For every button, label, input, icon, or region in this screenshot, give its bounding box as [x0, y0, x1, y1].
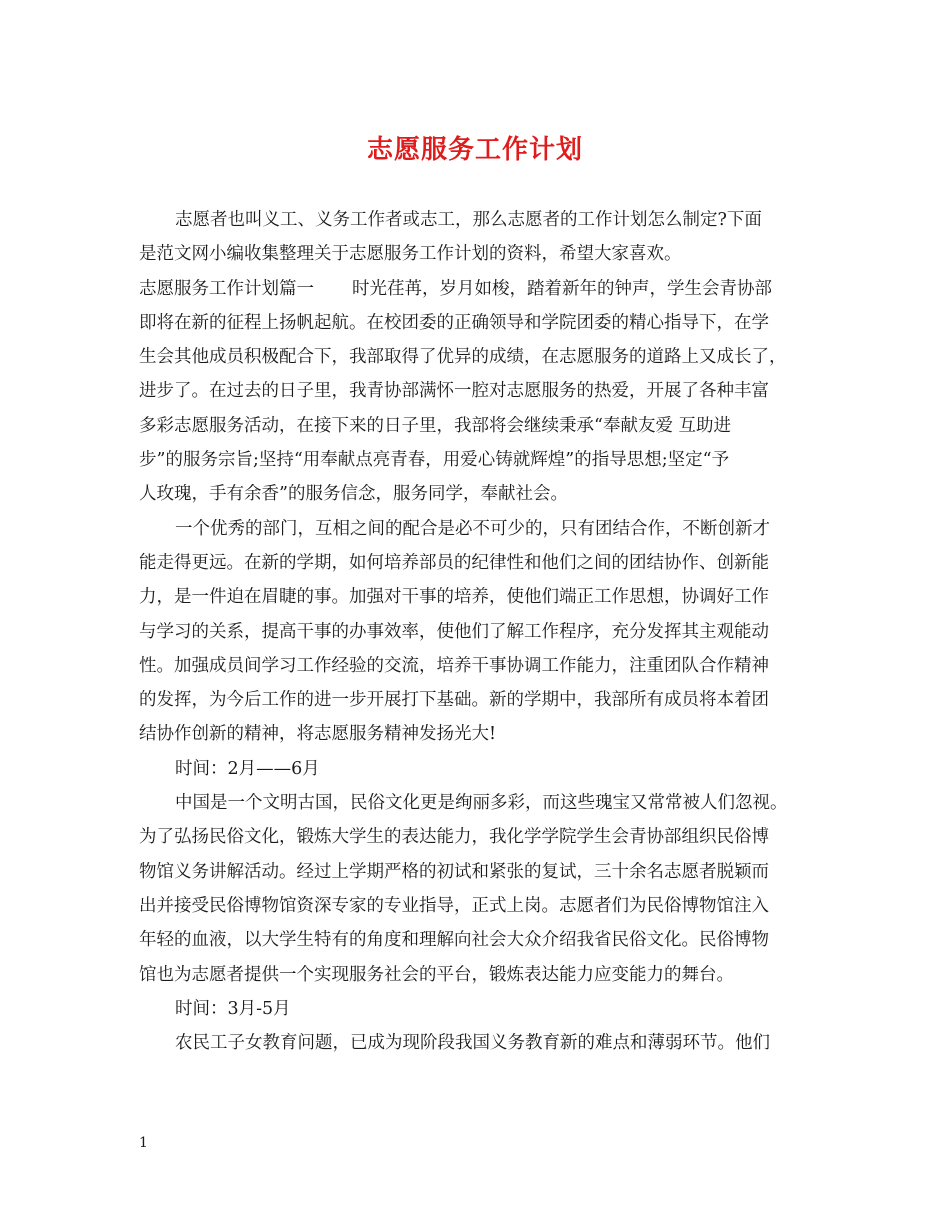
body-line: 人玫瑰，手有余香”的服务信念，服务同学，奉献社会。	[139, 484, 568, 505]
body-line: 生会其他成员积极配合下，我部取得了优异的成绩，在志愿服务的道路上又成长了，	[139, 347, 787, 368]
body-line: 即将在新的征程上扬帆起航。在校团委的正确领导和学院团委的精心指导下，在学	[139, 312, 769, 333]
section-text: 时光荏苒，岁月如梭，踏着新年的钟声，学生会青协部	[352, 278, 772, 299]
page-number: 1	[139, 1135, 148, 1151]
body-line: 能走得更远。在新的学期，如何培养部员的纪律性和他们之间的团结协作、创新能	[139, 552, 769, 573]
body-line: 馆也为志愿者提供一个实现服务社会的平台，锻炼表达能力应变能力的舞台。	[139, 964, 734, 985]
body-line: 物馆义务讲解活动。经过上学期严格的初试和紧张的复试，三十余名志愿者脱颖而	[139, 861, 769, 882]
document-body	[139, 203, 814, 1060]
section-line	[139, 272, 814, 306]
body-line: 是范文网小编收集整理关于志愿服务工作计划的资料，希望大家喜欢。	[139, 244, 682, 265]
body-line: 与学习的关系，提高干事的办事效率，使他们了解工作程序，充分发挥其主观能动	[139, 621, 769, 642]
body-line: 步”的服务宗旨;坚持“用奉献点亮青春，用爱心铸就辉煌”的指导思想;坚定“予	[139, 450, 730, 471]
body-line: 多彩志愿服务活动，在接下来的日子里，我部将会继续秉承“奉献友爱 互助进	[139, 415, 732, 436]
body-line: 时间：3月-5月	[175, 998, 291, 1019]
body-line: 力，是一件迫在眉睫的事。加强对干事的培养，使他们端正工作思想，协调好工作	[139, 587, 769, 608]
body-line: 结协作创新的精神，将志愿服务精神发扬光大!	[139, 724, 497, 745]
body-line: 中国是一个文明古国，民俗文化更是绚丽多彩，而这些瑰宝又常常被人们忽视。	[175, 793, 788, 814]
body-line: 农民工子女教育问题，已成为现阶段我国义务教育新的难点和薄弱环节。他们	[175, 1033, 770, 1054]
body-line: 一个优秀的部门，互相之间的配合是必不可少的，只有团结合作，不断创新才	[175, 518, 770, 539]
body-line: 时间：2月——6月	[175, 758, 320, 779]
body-line: 为了弘扬民俗文化，锻炼大学生的表达能力，我化学学院学生会青协部组织民俗博	[139, 827, 769, 848]
section-label: 志愿服务工作计划篇一	[139, 278, 314, 299]
body-line: 的发挥，为今后工作的进一步开展打下基础。新的学期中，我部所有成员将本着团	[139, 690, 769, 711]
body-line: 出并接受民俗博物馆资深专家的专业指导，正式上岗。志愿者们为民俗博物馆注入	[139, 895, 769, 916]
body-line: 志愿者也叫义工、义务工作者或志工，那么志愿者的工作计划怎么制定?下面	[175, 210, 762, 230]
body-line: 进步了。在过去的日子里，我青协部满怀一腔对志愿服务的热爱，开展了各种丰富	[139, 381, 769, 402]
body-line: 年轻的血液，以大学生特有的角度和理解向社会大众介绍我省民俗文化。民俗博物	[139, 930, 769, 951]
body-line: 性。加强成员间学习工作经验的交流，培养干事协调工作能力，注重团队合作精神	[139, 655, 769, 676]
document-title: 志愿服务工作计划	[366, 135, 583, 165]
